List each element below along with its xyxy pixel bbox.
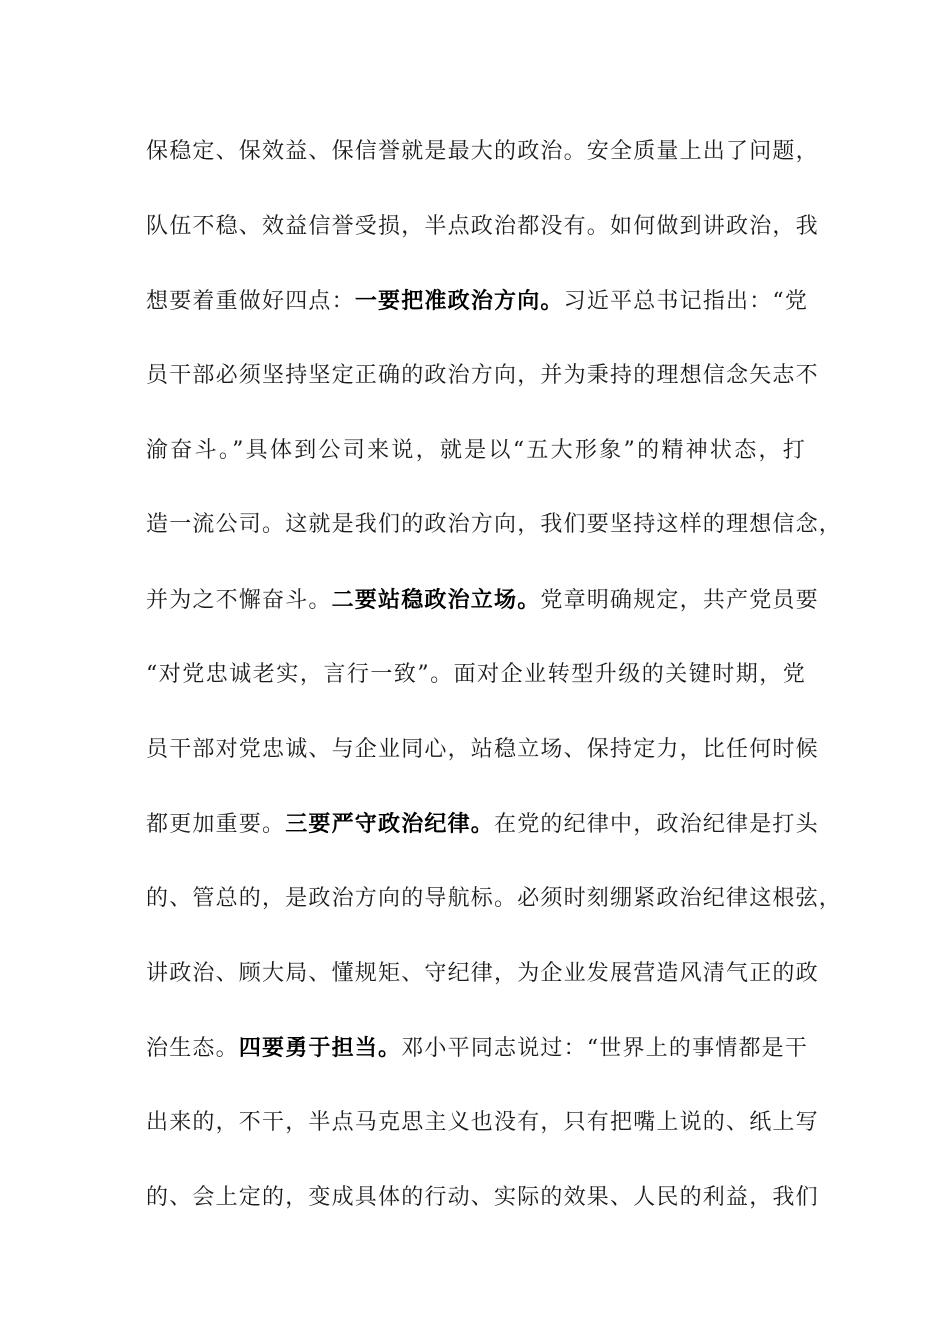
bold-heading-segment: 四要勇于担当。 (238, 1035, 402, 1062)
bold-heading-segment: 三要严守政治纪律。 (285, 811, 495, 838)
text-line (146, 130, 819, 205)
text-segment: 的、会上定的，变成具体的行动、实际的效果、人民的利益，我们 (146, 1184, 819, 1210)
text-segment: 治生态。 (146, 1036, 239, 1062)
text-segment: 的、管总的，是政治方向的导航标。必须时刻绷紧政治纪律这根弦， (146, 885, 843, 911)
text-segment: 讲政治、顾大局、懂规矩、守纪律，为企业发展营造风清气正的政 (146, 960, 819, 986)
text-line (146, 503, 843, 578)
text-segment: 造一流公司。这就是我们的政治方向，我们要坚持这样的理想信念， (146, 512, 843, 538)
text-segment: “对党忠诚老实，言行一致”。面对企业转型升级的关键时期，党 (146, 661, 806, 687)
text-line (146, 205, 819, 280)
text-line (146, 279, 809, 354)
text-line (146, 354, 819, 429)
text-line (146, 653, 806, 728)
text-segment: 出来的，不干，半点马克思主义也没有，只有把嘴上说的、纸上写 (146, 1109, 819, 1135)
text-line (146, 802, 819, 877)
text-segment: 员干部必须坚持坚定正确的政治方向，并为秉持的理想信念矢志不 (146, 363, 819, 389)
text-segment: 渝奋斗。”具体到公司来说，就是以“五大形象”的精神状态，打 (146, 437, 806, 463)
text-segment: 在党的纪律中，政治纪律是打头 (494, 812, 819, 838)
text-line (146, 1101, 819, 1176)
text-segment: 保稳定、保效益、保信誉就是最大的政治。安全质量上出了问题， (146, 139, 819, 164)
text-segment: 都更加重要。 (146, 812, 286, 838)
text-line (146, 578, 819, 653)
text-segment: 党章明确规定，共产党员要 (540, 588, 819, 614)
text-segment: 员干部对党忠诚、与企业同心，站稳立场、保持定力，比任何时候 (146, 736, 819, 762)
bold-heading-segment: 二要站稳政治立场。 (331, 587, 541, 614)
text-segment: 习近平总书记指出：“党 (563, 289, 809, 315)
text-segment: 邓小平同志说过：“世界上的事情都是干 (401, 1036, 809, 1062)
text-segment: 想要着重做好四点： (146, 289, 355, 315)
bold-heading-segment: 一要把准政治方向。 (354, 288, 564, 315)
text-segment: 队伍不稳、效益信誉受损，半点政治都没有。如何做到讲政治，我 (146, 213, 819, 239)
text-line (146, 1026, 809, 1101)
text-segment: 并为之不懈奋斗。 (146, 588, 332, 614)
text-line (146, 952, 819, 1027)
body-text (146, 130, 843, 1250)
text-line (146, 728, 819, 803)
text-line (146, 877, 843, 952)
text-line (146, 429, 806, 504)
text-line (146, 1176, 819, 1251)
